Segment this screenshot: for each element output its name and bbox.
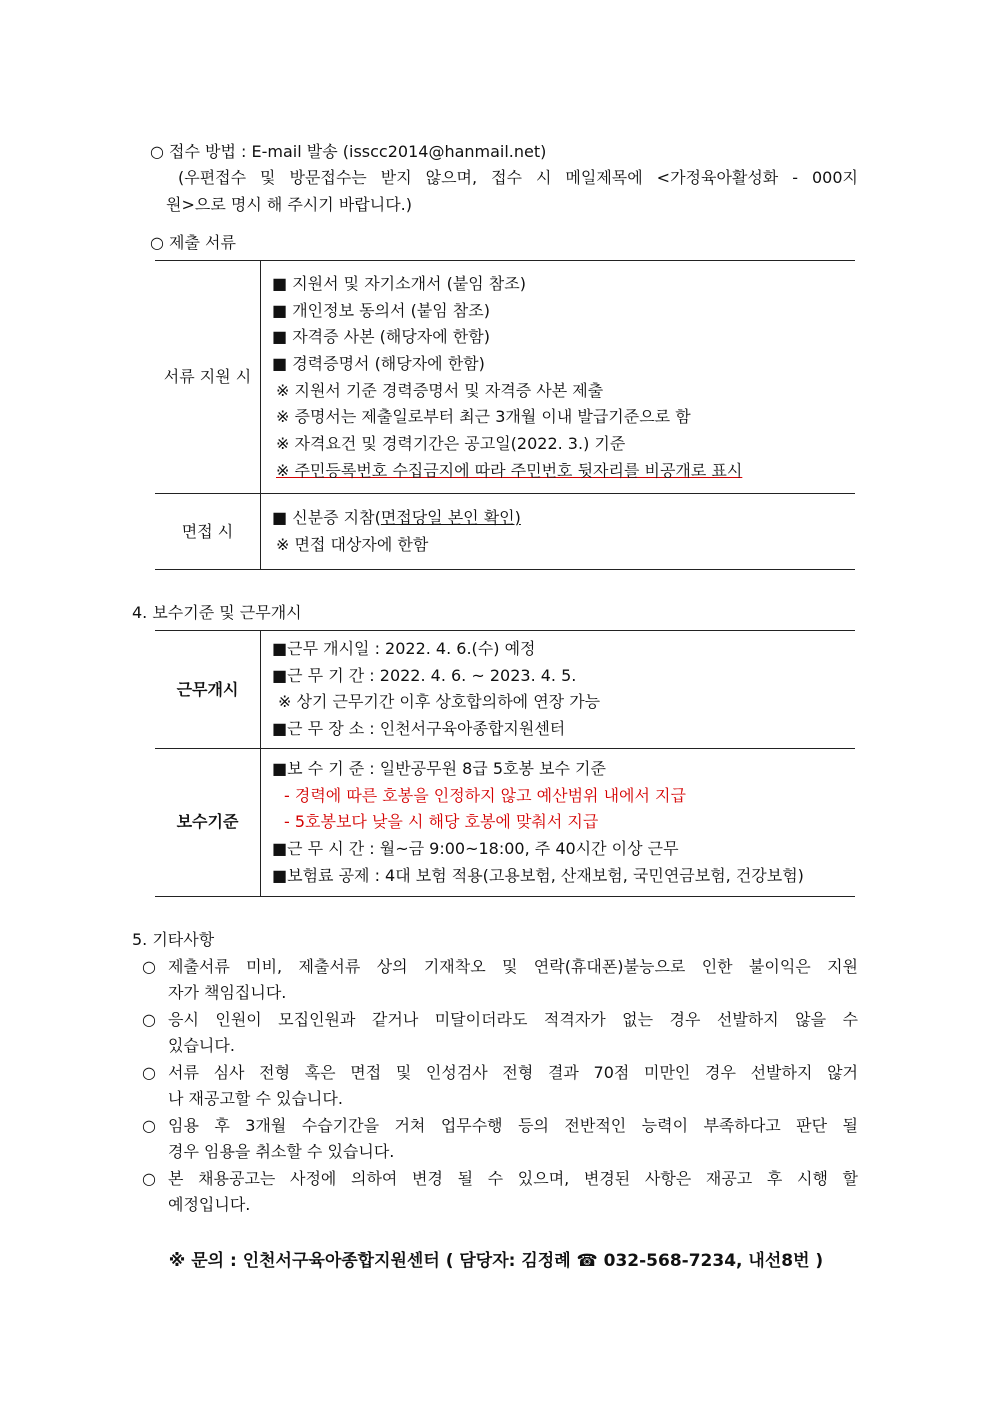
bullet: ○ xyxy=(142,1010,156,1029)
work-item: ■근 무 기 간 : 2022. 4. 6. ~ 2023. 4. 5. xyxy=(272,666,577,685)
interview-note: ※ 면접 대상자에 한함 xyxy=(276,535,429,554)
misc-item-line: 예정입니다. xyxy=(168,1195,251,1214)
doc-item: ■ 경력증명서 (해당자에 한함) xyxy=(272,354,485,373)
section5-heading: 5. 기타사항 xyxy=(132,930,215,949)
bullet: ○ xyxy=(142,957,156,976)
work-item: ■근무 개시일 : 2022. 4. 6.(수) 예정 xyxy=(272,639,536,658)
pay-note: - 5호봉보다 낮을 시 해당 호봉에 맞춰서 지급 xyxy=(284,812,599,831)
doc-item: ■ 자격증 사본 (해당자에 한함) xyxy=(272,327,490,346)
pay-note: - 경력에 따른 호봉을 인정하지 않고 예산범위 내에서 지급 xyxy=(284,786,686,805)
interview-item-underlined: 면접당일 본인 확인) xyxy=(380,508,521,527)
receipt-note-line1: (우편접수 및 방문접수는 받지 않으며, 접수 시 메일제목에 <가정육아활성화 - 000지 xyxy=(178,168,858,187)
contact-line: ※ 문의 : 인천서구육아종합지원센터 ( 담당자: 김정례 ☎ 032-568-7234, 내선8번 ) xyxy=(168,1251,824,1271)
pay-item: ■보 수 기 준 : 일반공무원 8급 5호봉 보수 기준 xyxy=(272,759,606,778)
pay-item: ■보험료 공제 : 4대 보험 적용(고용보험, 산재보험, 국민연금보험, 건강보험) xyxy=(272,866,804,885)
pay-item: ■근 무 시 간 : 월~금 9:00~18:00, 주 40시간 이상 근무 xyxy=(272,839,679,858)
work-note: ※ 상기 근무기간 이후 상호합의하에 연장 가능 xyxy=(278,692,601,711)
doc-note-privacy: ※ 주민등록번호 수집금지에 따라 주민번호 뒷자리를 비공개로 표시 xyxy=(276,461,743,480)
misc-item-line: 있습니다. xyxy=(168,1036,235,1055)
interview-item xyxy=(272,507,521,529)
doc-note: ※ 자격요건 및 경력기간은 공고일(2022. 3.) 기준 xyxy=(276,434,626,453)
receipt-note-line2: 원>으로 명시 해 주시기 바랍니다.) xyxy=(166,195,413,214)
row-label-interview: 면접 시 xyxy=(181,522,234,541)
bullet: ○ xyxy=(142,1063,156,1082)
doc-item: ■ 지원서 및 자기소개서 (붙임 참조) xyxy=(272,274,526,293)
doc-note: ※ 지원서 기준 경력증명서 및 자격증 사본 제출 xyxy=(276,381,604,400)
interview-item-prefix: ■ 신분증 지참( xyxy=(272,508,381,527)
section4-heading: 4. 보수기준 및 근무개시 xyxy=(132,603,302,622)
receipt-method: ○ 접수 방법 : E-mail 발송 (isscc2014@hanmail.net) xyxy=(150,142,547,161)
misc-item-line: 제출서류 미비, 제출서류 상의 기재착오 및 연락(휴대폰)불능으로 인한 불이익은 지원 xyxy=(168,957,858,976)
bullet: ○ xyxy=(142,1169,156,1188)
misc-item-line: 나 재공고할 수 있습니다. xyxy=(168,1089,343,1108)
misc-item-line: 자가 책임집니다. xyxy=(168,983,287,1002)
documents-heading: ○ 제출 서류 xyxy=(150,233,236,252)
bullet: ○ xyxy=(142,1116,156,1135)
misc-item-line: 응시 인원이 모집인원과 같거나 미달이더라도 적격자가 없는 경우 선발하지 않을 수 xyxy=(168,1010,858,1029)
misc-item-line: 임용 후 3개월 수습기간을 거쳐 업무수행 등의 전반적인 능력이 부족하다고 판단 될 xyxy=(168,1116,858,1135)
work-item: ■근 무 장 소 : 인천서구육아종합지원센터 xyxy=(272,719,566,738)
row-label-document: 서류 지원 시 xyxy=(163,367,252,386)
misc-item-line: 서류 심사 전형 혹은 면접 및 인성검사 전형 결과 70점 미만인 경우 선발하지 않거 xyxy=(168,1063,858,1082)
row-label-work-start: 근무개시 xyxy=(176,680,239,699)
misc-item-line: 경우 임용을 취소할 수 있습니다. xyxy=(168,1142,395,1161)
misc-item-line: 본 채용공고는 사정에 의하여 변경 될 수 있으며, 변경된 사항은 재공고 후 시행 할 xyxy=(168,1169,858,1188)
row-label-pay: 보수기준 xyxy=(176,812,239,831)
doc-note: ※ 증명서는 제출일로부터 최근 3개월 이내 발급기준으로 함 xyxy=(276,407,691,426)
doc-item: ■ 개인정보 동의서 (붙임 참조) xyxy=(272,301,490,320)
